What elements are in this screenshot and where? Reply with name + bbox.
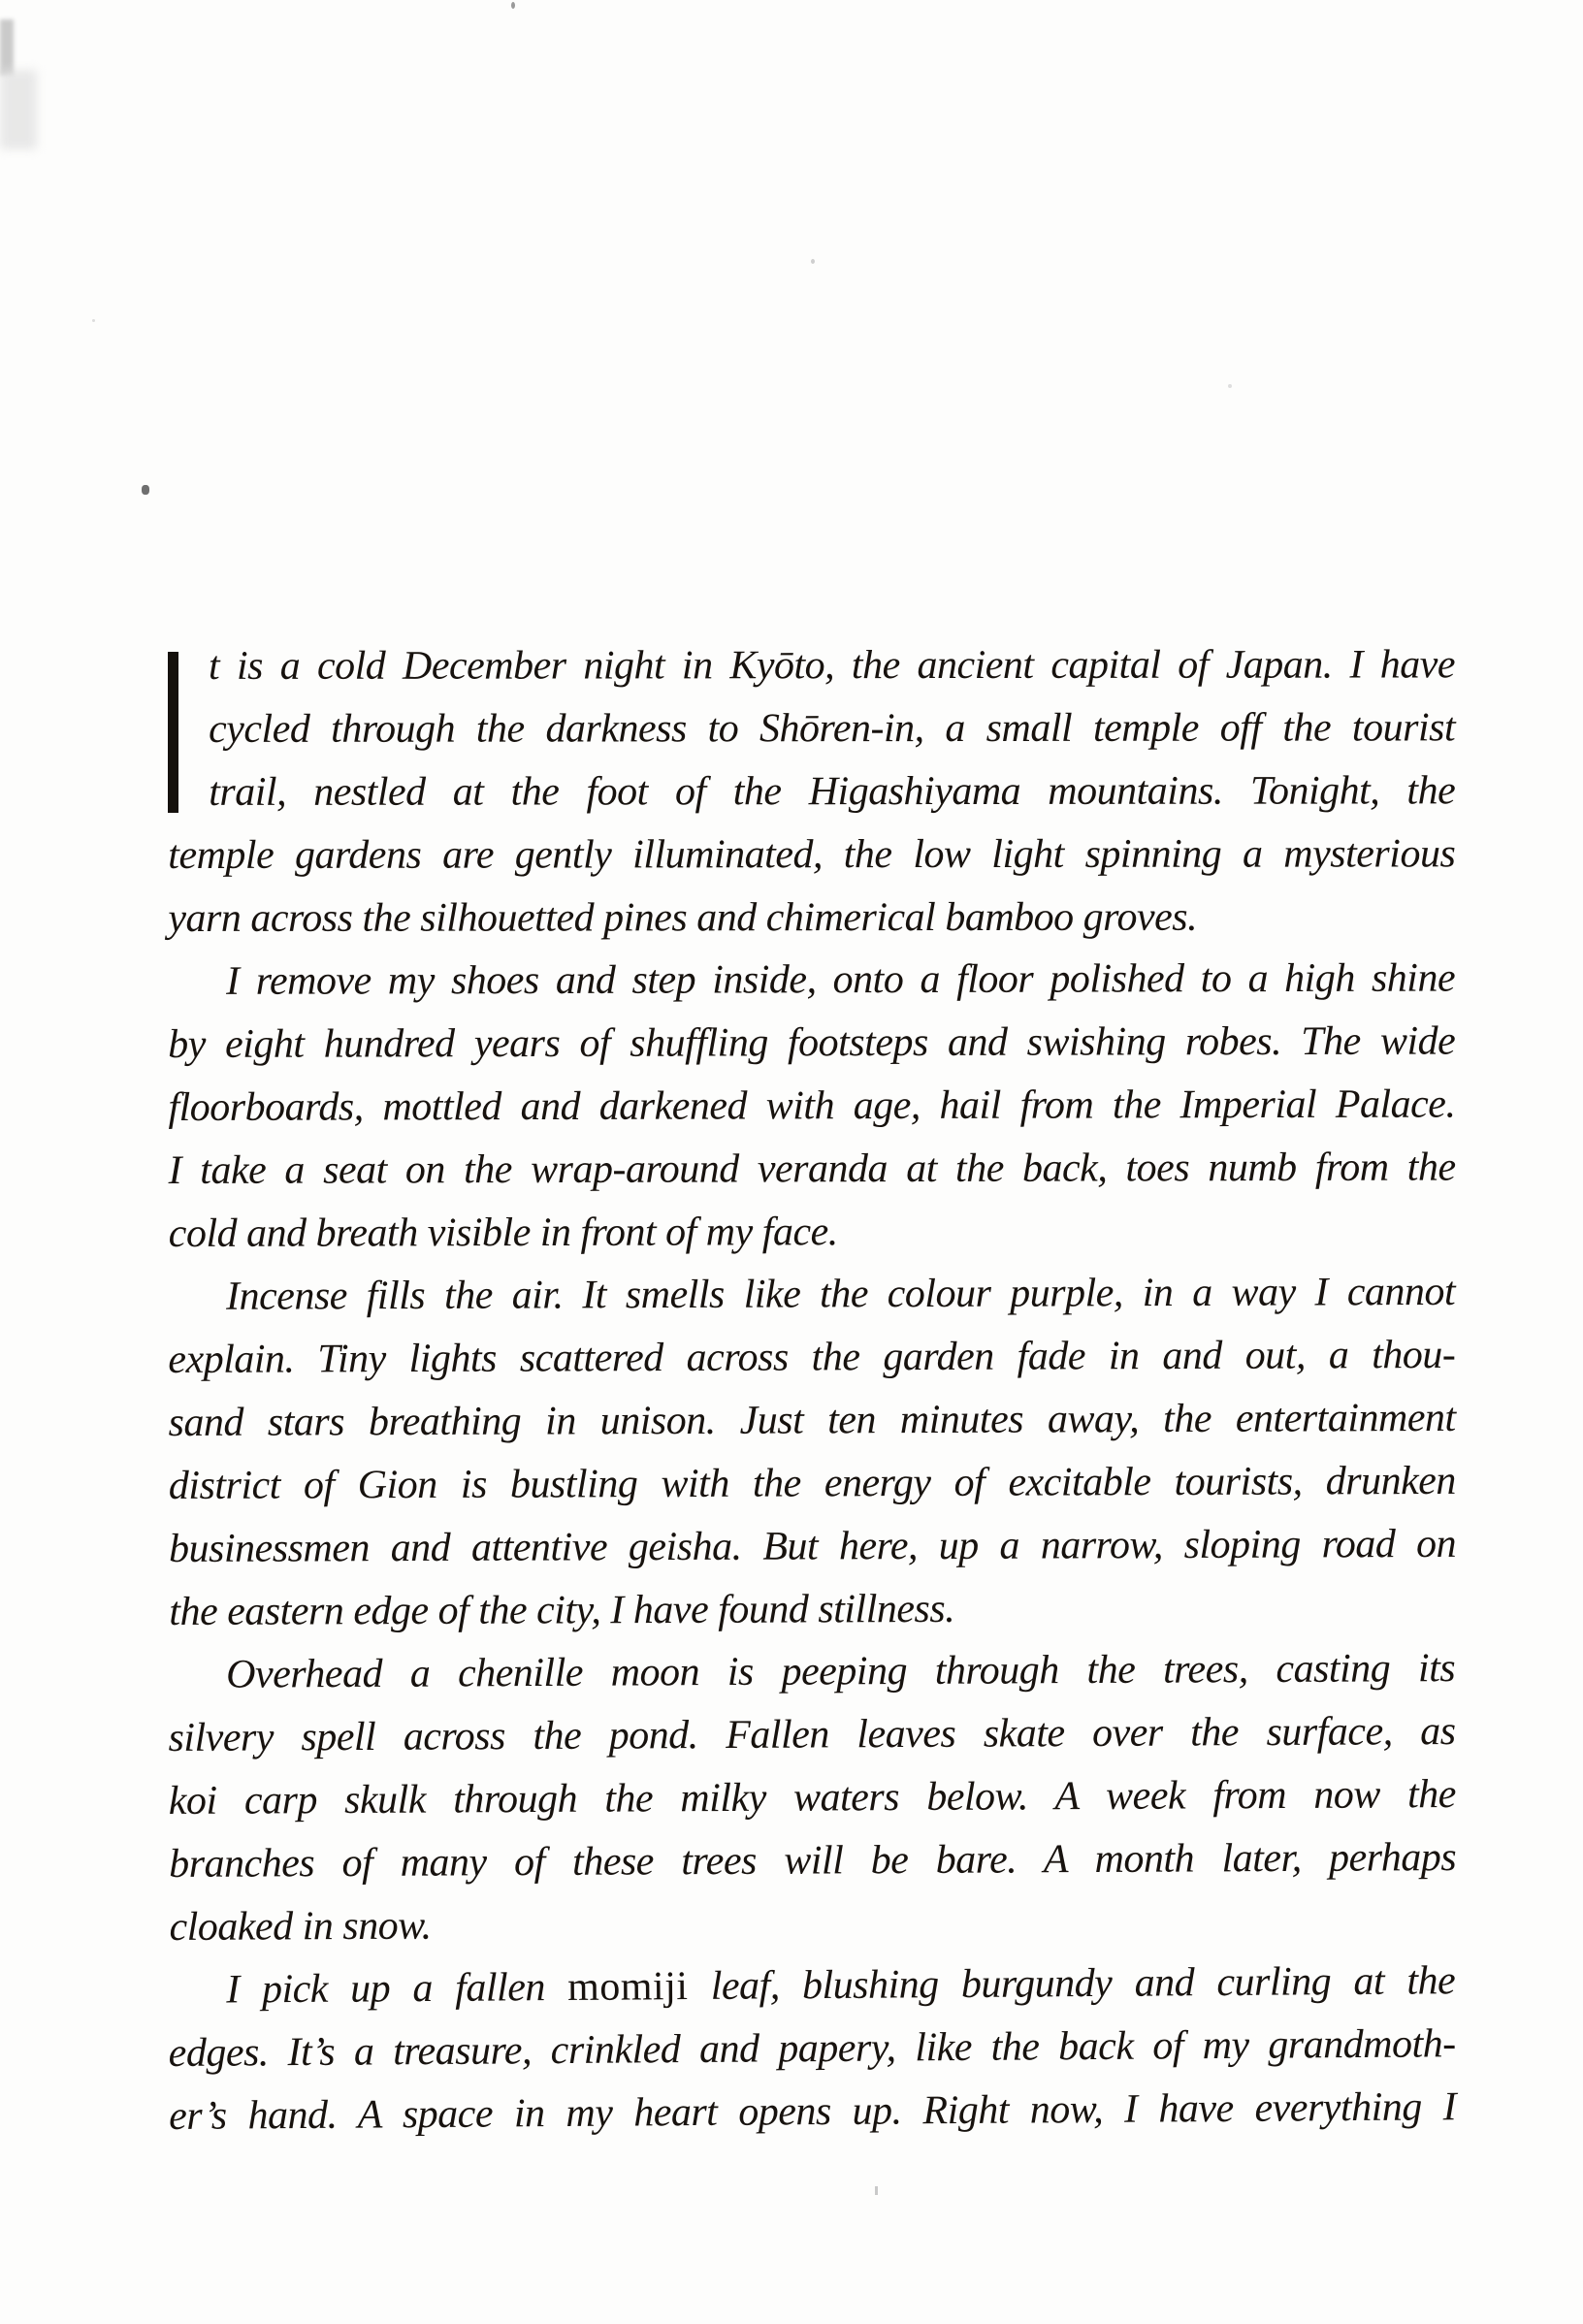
scan-speck xyxy=(142,485,149,495)
text-line: cold and breath visible in front of my face. xyxy=(168,1210,838,1256)
paragraph-1 xyxy=(168,633,1455,951)
scan-speck xyxy=(511,2,515,9)
text-line: by eight hundred years of shuffling footsteps and swishing robes. The wide xyxy=(168,1018,1456,1067)
text-line: silvery spell across the pond. Fallen leaves skate over the surface, as xyxy=(168,1709,1456,1760)
text-line: explain. Tiny lights scattered across the garden fade in and out, a thou- xyxy=(168,1332,1456,1382)
text-line: I take a seat on the wrap-around veranda at the back, toes numb from the xyxy=(168,1145,1456,1193)
text-line: trail, nestled at the foot of the Higashiyama mountains. Tonight, the xyxy=(209,768,1456,815)
body-text xyxy=(168,635,1455,2148)
text-segment: leaf, blushing burgundy and curling at the xyxy=(688,1958,1456,2010)
text-line: the eastern edge of the city, I have found stillness. xyxy=(169,1586,955,1634)
text-line: koi carp skulk through the milky waters below. A week from now the xyxy=(168,1772,1456,1824)
paragraph-2 xyxy=(168,948,1456,1266)
paragraph-3 xyxy=(168,1261,1456,1644)
text-line: Overhead a chenille moon is peeping through the trees, casting its xyxy=(226,1646,1456,1697)
scan-speck xyxy=(811,259,815,264)
scan-speck xyxy=(875,2186,878,2195)
text-line: cloaked in snow. xyxy=(169,1903,432,1950)
paragraph-4 xyxy=(168,1637,1457,1959)
text-line: floorboards, mottled and darkened with age, hail from the Imperial Palace. xyxy=(168,1081,1456,1130)
scan-speck xyxy=(1228,384,1232,388)
text-line: Incense fills the air. It smells like the colour purple, in a way I cannot xyxy=(226,1269,1456,1319)
text-line: cycled through the darkness to Shōren-in, a small temple off the tourist xyxy=(209,705,1456,752)
text-line: sand stars breathing in unison. Just ten minutes away, the entertainment xyxy=(168,1395,1456,1445)
text-segment: I pick up a fallen xyxy=(226,1964,568,2013)
text-line: district of Gion is bustling with the energy of excitable tourists, drunken xyxy=(168,1458,1456,1508)
text-line: businessmen and attentive geisha. But here, up a narrow, sloping road on xyxy=(169,1521,1457,1571)
text-line: temple gardens are gently illuminated, the low light spinning a mysterious xyxy=(168,831,1456,878)
paragraph-5 xyxy=(168,1950,1456,2148)
scan-smudge xyxy=(0,70,37,149)
scan-speck xyxy=(92,319,95,322)
text-line: er’s hand. A space in my heart opens up. Right now, I have everything I xyxy=(169,2084,1457,2139)
text-line: edges. It’s a treasure, crinkled and papery, like the back of my grandmoth- xyxy=(168,2021,1456,2076)
text-line: branches of many of these trees will be bare. A month later, perhaps xyxy=(169,1835,1457,1887)
scan-smudge xyxy=(0,19,14,76)
text-line: yarn across the silhouetted pines and chimerical bamboo groves. xyxy=(168,894,1198,941)
momiji-roman-word: momiji xyxy=(566,1964,689,2010)
text-line xyxy=(168,1950,1455,2022)
text-line: t is a cold December night in Kyōto, the ancient capital of Japan. I have xyxy=(209,642,1456,689)
text-line: I remove my shoes and step inside, onto a floor polished to a high shine xyxy=(226,955,1456,1004)
